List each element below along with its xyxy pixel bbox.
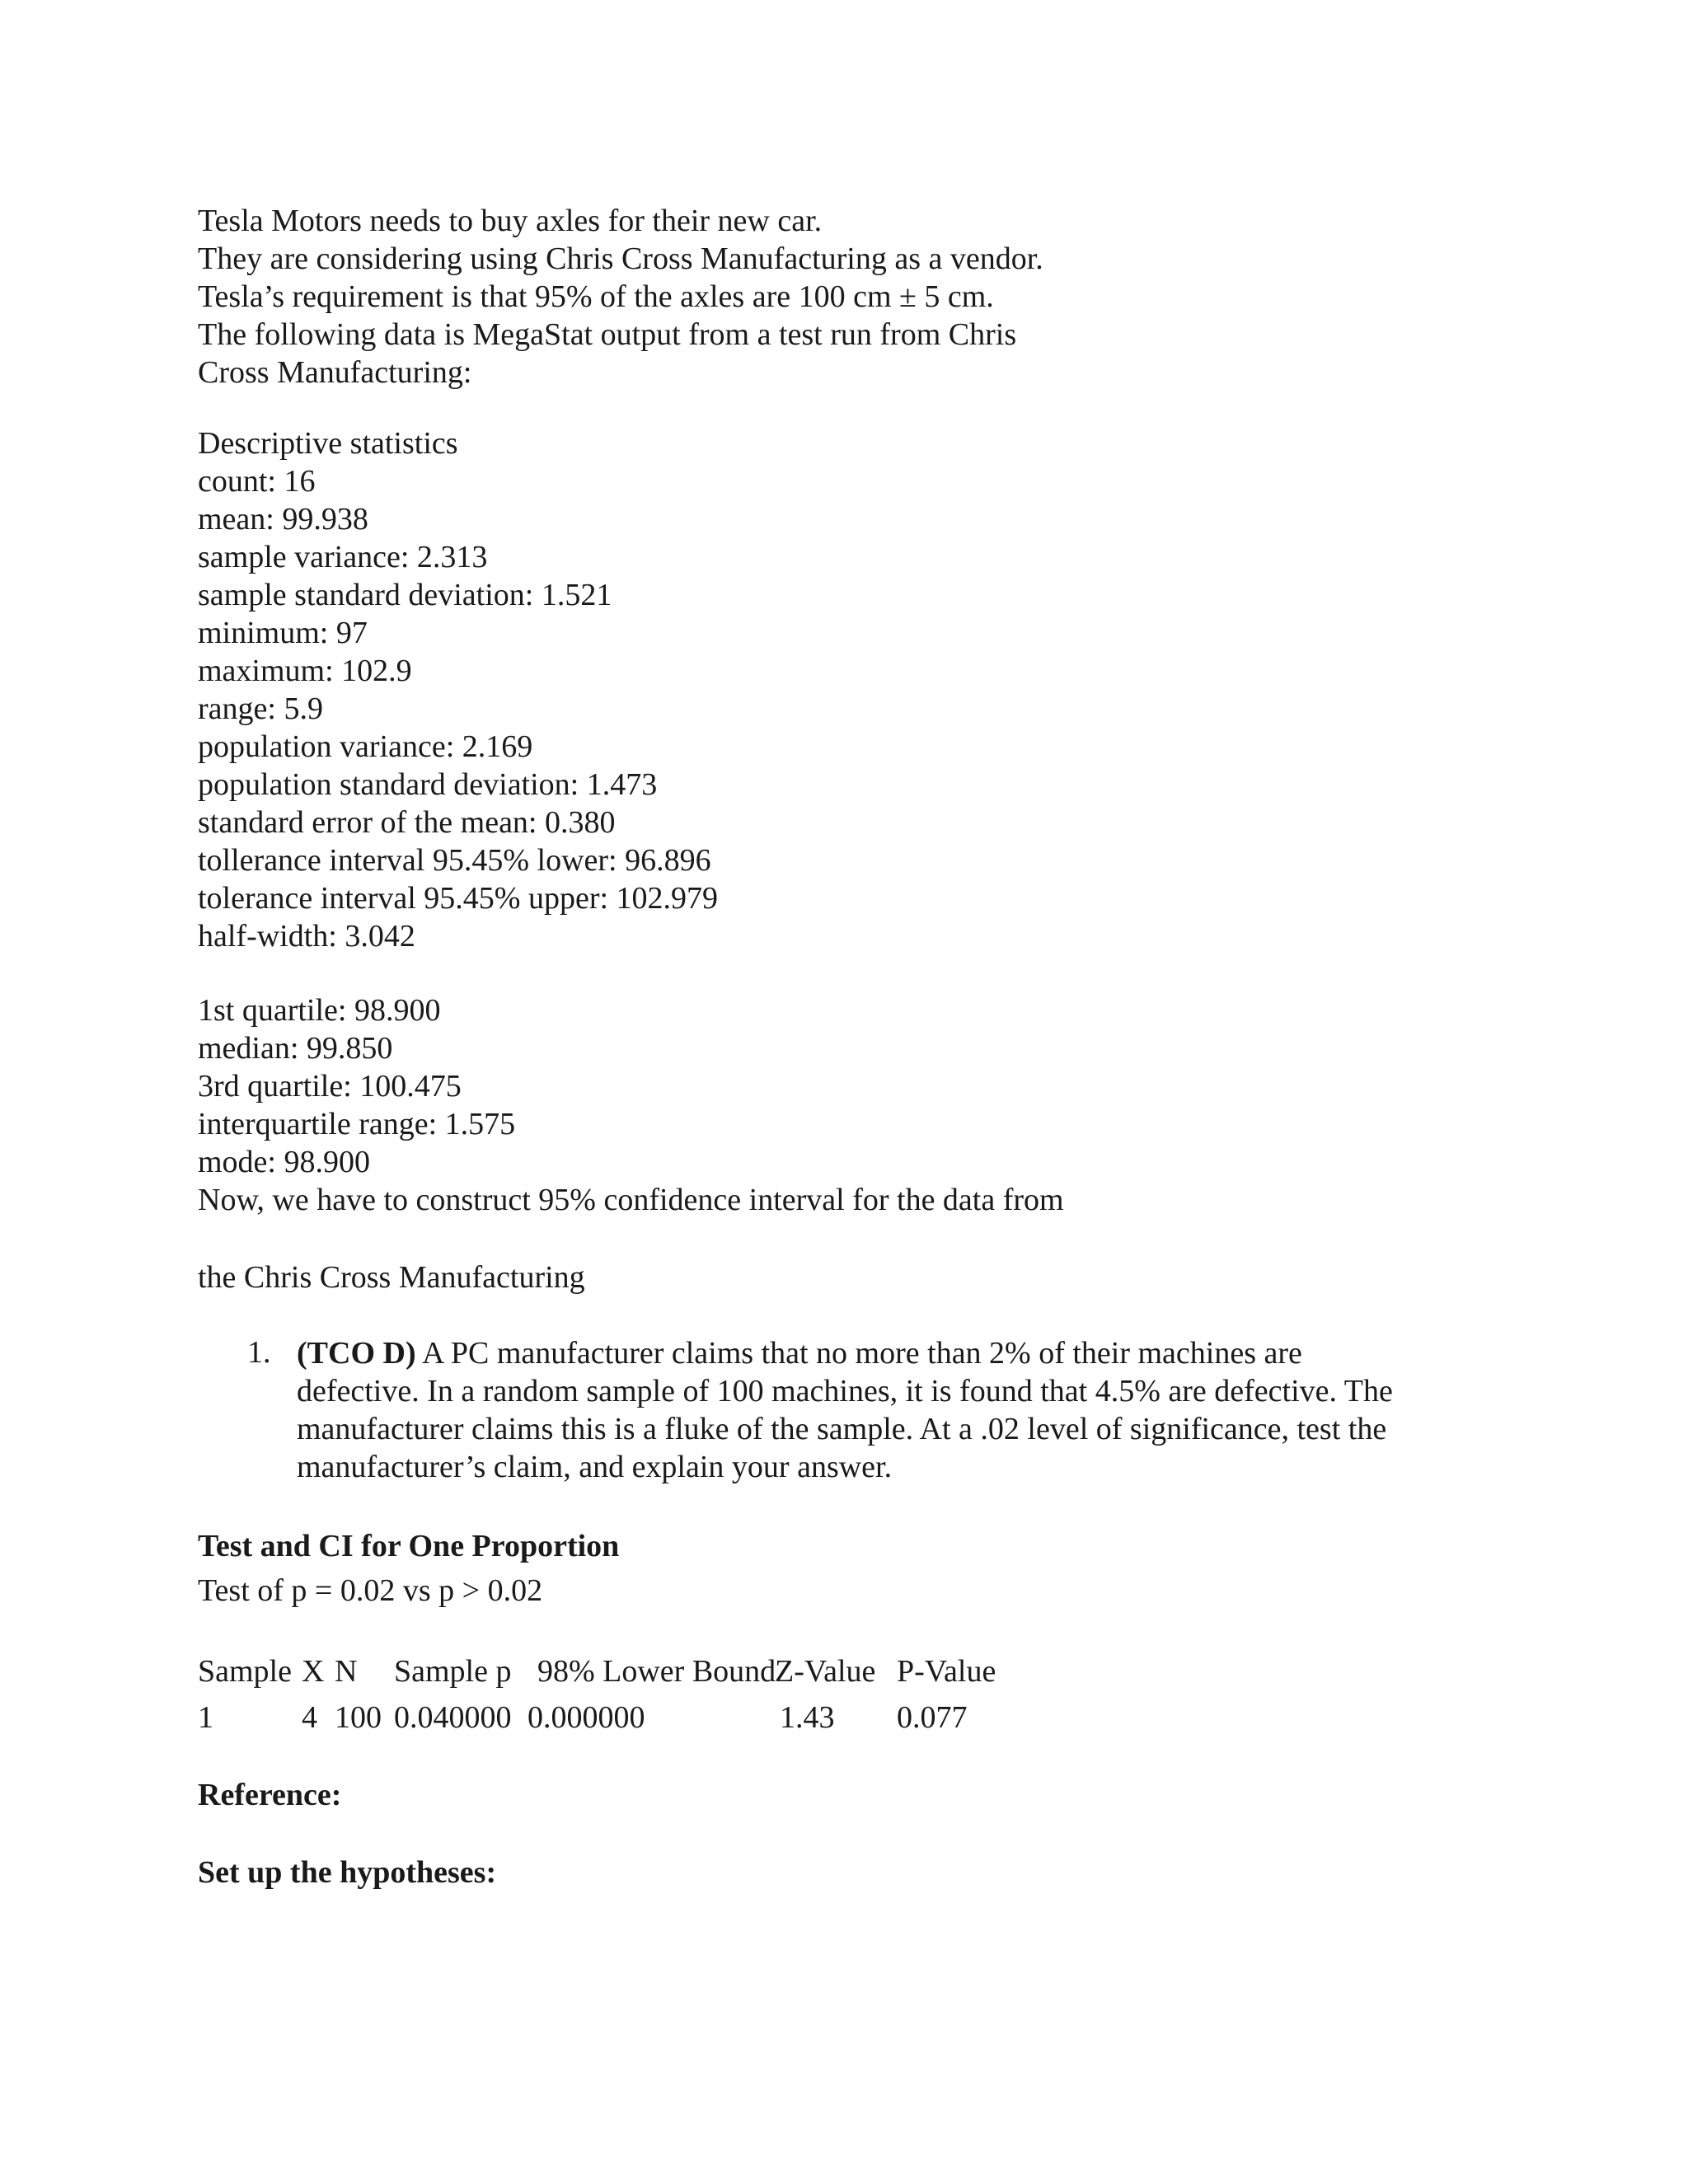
stat-sample-variance: sample variance: 2.313 — [198, 540, 488, 574]
test-heading: Test and CI for One Proportion — [198, 1529, 620, 1563]
header-p-value: P-Value — [897, 1654, 996, 1689]
row-z-value: 1.43 — [780, 1700, 835, 1735]
stat-mode: mode: 98.900 — [198, 1145, 370, 1179]
question-line: defective. In a random sample of 100 machines, it is found that 4.5% are defective. The — [297, 1374, 1393, 1408]
stat-population-variance: population variance: 2.169 — [198, 729, 533, 764]
header-lower-bound: 98% Lower Bound — [537, 1654, 776, 1689]
header-z-value: Z-Value — [775, 1654, 876, 1689]
stat-standard-error: standard error of the mean: 0.380 — [198, 805, 616, 840]
row-x: 4 — [302, 1700, 317, 1735]
stat-tolerance-lower: tollerance interval 95.45% lower: 96.896 — [198, 843, 711, 878]
header-n: N — [335, 1654, 358, 1689]
stat-tolerance-upper: tolerance interval 95.45% upper: 102.979 — [198, 881, 719, 916]
question-line: manufacturer claims this is a fluke of the sample. At a .02 level of significance, test the — [297, 1412, 1387, 1446]
intro-line: Tesla Motors needs to buy axles for their new car. — [198, 204, 823, 238]
question-line: manufacturer’s claim, and explain your answer. — [297, 1450, 893, 1484]
question-line — [297, 1334, 1550, 1372]
header-x: X — [302, 1654, 325, 1689]
intro-line: Cross Manufacturing: — [198, 355, 472, 390]
proportion-test-table — [198, 1652, 1550, 1743]
stat-population-std-dev: population standard deviation: 1.473 — [198, 767, 658, 802]
confidence-interval-note: Now, we have to construct 95% confidence interval for the data from — [198, 1183, 1064, 1217]
intro-line: The following data is MegaStat output from a test run from Chris — [198, 317, 1017, 352]
row-p-value: 0.077 — [897, 1700, 968, 1735]
setup-hypotheses-heading: Set up the hypotheses: — [198, 1855, 497, 1890]
stat-range: range: 5.9 — [198, 691, 323, 726]
stats-heading: Descriptive statistics — [198, 426, 458, 461]
confidence-interval-note-continued: the Chris Cross Manufacturing — [198, 1260, 585, 1295]
document-page — [198, 202, 1550, 1891]
row-n: 100 — [335, 1700, 382, 1735]
question-item — [198, 1334, 1550, 1486]
stat-median: median: 99.850 — [198, 1031, 393, 1066]
reference-heading: Reference: — [198, 1778, 342, 1812]
header-sample-p: Sample p — [394, 1654, 512, 1689]
stat-sample-std-dev: sample standard deviation: 1.521 — [198, 578, 612, 612]
intro-line: Tesla’s requirement is that 95% of the axles are 100 cm ± 5 cm. — [198, 279, 994, 314]
test-subtitle: Test of p = 0.02 vs p > 0.02 — [198, 1573, 543, 1608]
stat-half-width: half-width: 3.042 — [198, 919, 415, 954]
header-sample: Sample — [198, 1654, 292, 1689]
stat-third-quartile: 3rd quartile: 100.475 — [198, 1069, 462, 1104]
row-lower-bound: 0.000000 — [528, 1700, 645, 1735]
stat-maximum: maximum: 102.9 — [198, 654, 412, 688]
row-sample-p: 0.040000 — [394, 1700, 512, 1735]
stat-first-quartile: 1st quartile: 98.900 — [198, 993, 441, 1028]
intro-paragraph — [198, 202, 1550, 391]
quartile-statistics — [198, 991, 1550, 1219]
stat-minimum: minimum: 97 — [198, 616, 368, 650]
stat-count: count: 16 — [198, 464, 316, 499]
question-label: (TCO D) — [297, 1336, 416, 1371]
descriptive-statistics — [198, 424, 1550, 955]
intro-line: They are considering using Chris Cross Manufacturing as a vendor. — [198, 241, 1043, 276]
row-sample: 1 — [198, 1700, 213, 1735]
blank-line — [198, 1219, 1550, 1258]
stat-mean: mean: 99.938 — [198, 502, 368, 537]
question-text: A PC manufacturer claims that no more than 2% of their machines are — [415, 1336, 1302, 1371]
stat-interquartile-range: interquartile range: 1.575 — [198, 1107, 516, 1141]
question-number: 1. — [247, 1335, 271, 1370]
